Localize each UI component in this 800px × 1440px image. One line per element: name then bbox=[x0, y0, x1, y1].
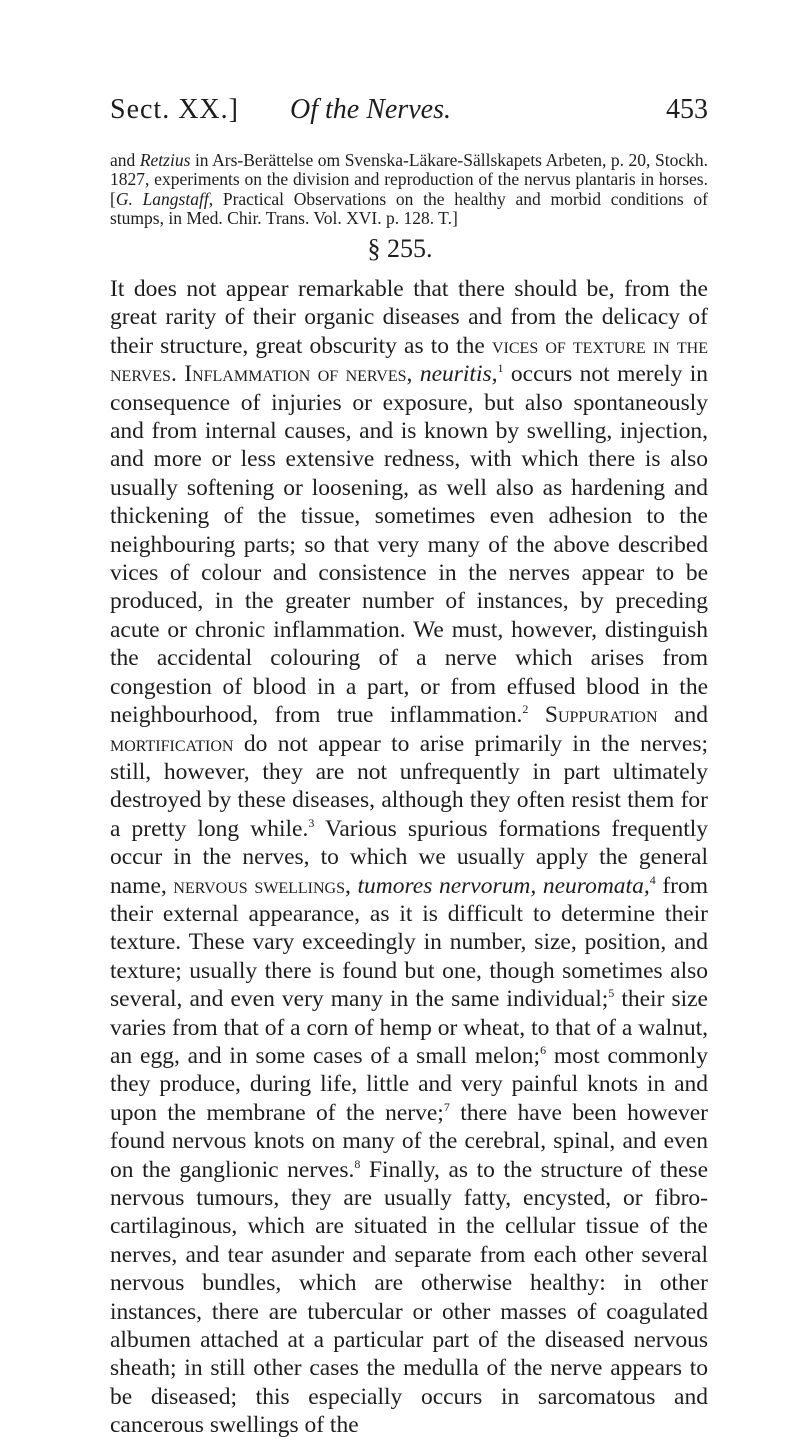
small-caps-term: mortification bbox=[110, 730, 234, 757]
footnote-marker: 1 bbox=[497, 361, 504, 376]
text-run: their size varies from that of a corn of hemp or wheat, to that of a walnut, an egg, and in some cases of a small melon; bbox=[110, 986, 708, 1069]
text-run: , bbox=[344, 872, 358, 899]
text-run: It does not appear remarkable that there should be, from the great rarity of their organic diseases and from the delicacy of their structure, great obscurity as to the bbox=[110, 276, 708, 359]
footnote-author: Retzius bbox=[139, 150, 191, 170]
section-number: § 255. bbox=[367, 234, 433, 263]
footnote-marker: 2 bbox=[522, 702, 529, 717]
small-caps-term: Inflammation of nerves bbox=[184, 361, 407, 388]
text-run: occurs not merely in consequence of injuries or exposure, but also spontaneously and from internal causes, and is known by swelling, injection, and more or less extensive redness, with which there is also usually softening or loosening, as well also as hardening and thickening of the tissue, sometimes even adhesion to the neighbouring parts; so that very many of the above described vices of colour and consistence in the nerves appear to be produced, in the greater number of instances, by preceding acute or chronic inflammation. We must, however, distinguish the accidental colouring of a nerve which arises from congestion of blood in a part, or from effused blood in the neighbourhood, from true inflammation. bbox=[110, 361, 709, 729]
text-run: there have been however found nervous knots on many of the cerebral, spinal, and even on the ganglionic nerves. bbox=[110, 1099, 708, 1183]
footnote-marker: 3 bbox=[308, 815, 315, 830]
text-run: and bbox=[657, 702, 708, 729]
body-paragraph bbox=[110, 275, 708, 1440]
text-run: Various spurious formations frequently occur in the nerves, to which we usually apply the general name, bbox=[110, 815, 709, 899]
text-run: . bbox=[170, 361, 185, 388]
small-caps-term: nervous swellings bbox=[173, 872, 345, 899]
footnote-marker: 4 bbox=[649, 872, 656, 887]
text-run: do not appear to arise primarily in the nerves; still, however, they are not unfrequently in part ultimately destroyed by these diseases, although they often resist them for a pretty long while. bbox=[110, 730, 708, 842]
footnote-author: G. Langstaff, bbox=[115, 188, 214, 209]
page-number: 453 bbox=[666, 94, 708, 125]
text-run: from their external appearance, as it is difficult to determine their texture. These vary exceedingly in number, size, position, and texture; usually there is found but one, though sometimes also several, and even very many in the same individual; bbox=[110, 872, 709, 1013]
text-run: , bbox=[406, 361, 420, 388]
running-head bbox=[110, 94, 708, 134]
italic-term: neuritis, bbox=[419, 361, 498, 388]
section-label: Sect. XX.] bbox=[110, 94, 239, 125]
footnote-text: in Ars-Berättelse om Svenska-Läkare-Sällskapets Arbeten, p. 20, Stockh. 1827, experiments on the division and reproduction of the nervus plantaris in horses. [ bbox=[110, 150, 708, 209]
text-run: Finally, as to the structure of these nervous tumours, they are usually fatty, encysted, or fibro-cartilaginous, which are situated in the cellular tissue of the nerves, and tear asunder and separate from each other several nervous bundles, which are otherwise healthy: in other instances, there are tubercular or other masses of coagulated albumen attached at a particular part of the diseased nervous sheath; in still other cases the medulla of the nerve appears to be diseased; this especially occurs in sarcomatous and cancerous swellings of the bbox=[110, 1156, 708, 1439]
footnote-marker: 8 bbox=[354, 1156, 361, 1171]
footnote-text: and bbox=[110, 150, 140, 170]
footnote-continuation bbox=[110, 151, 708, 229]
footnote-marker: 7 bbox=[443, 1099, 450, 1114]
footnote-marker: 5 bbox=[608, 986, 615, 1001]
italic-term: tumores nervorum, neuromata, bbox=[357, 872, 650, 899]
small-caps-term: Suppuration bbox=[544, 702, 658, 729]
small-caps-term: vices of texture in the nerves bbox=[110, 332, 708, 388]
text-run: most commonly they produce, during life, little and very painful knots in and upon the membrane of the nerve; bbox=[110, 1042, 708, 1126]
footnote-marker: 6 bbox=[540, 1042, 547, 1057]
chapter-title: Of the Nerves. bbox=[290, 94, 451, 125]
footnote-text: Practical Observations on the healthy and morbid conditions of stumps, in Med. Chir. Trans. Vol. XVI. p. 128. T.] bbox=[110, 188, 708, 229]
text-run bbox=[528, 702, 545, 728]
